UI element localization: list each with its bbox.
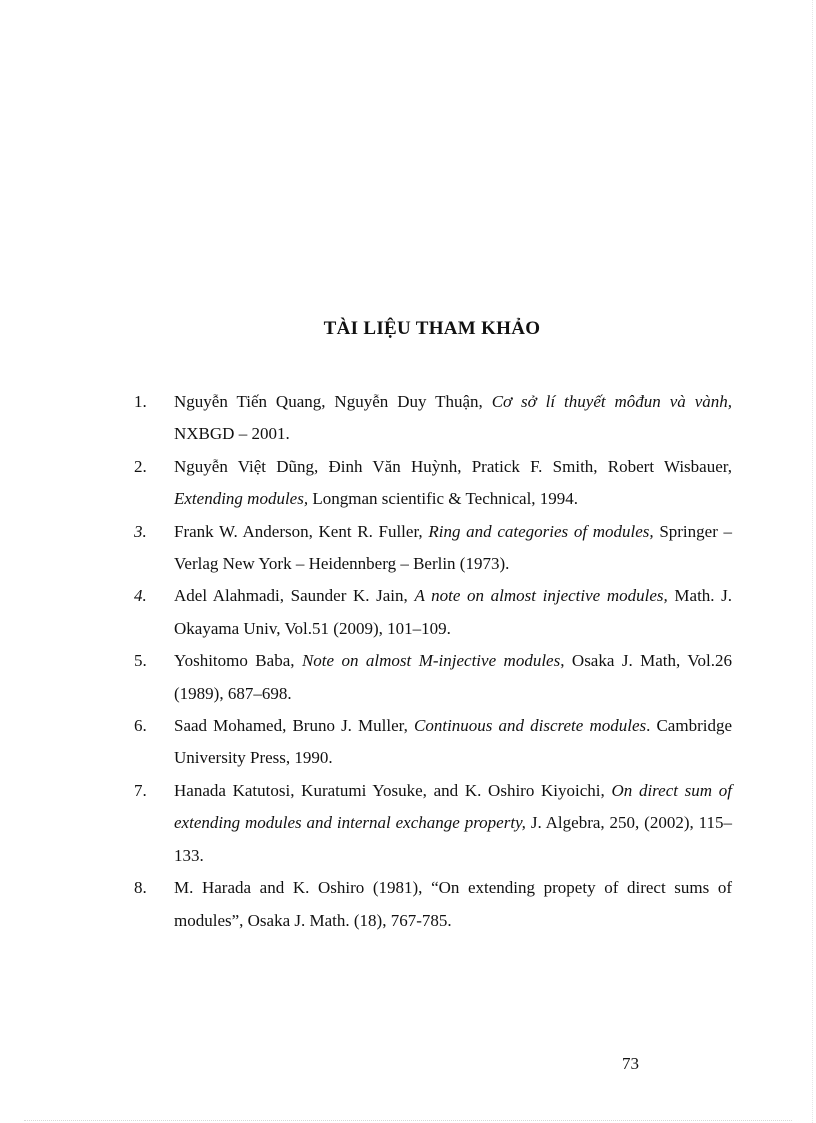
reference-publication: , Osaka J. Math, Vol.26 (1989), 687–698. [174, 651, 732, 703]
reference-text [174, 872, 732, 937]
reference-authors: Nguyễn Tiến Quang, Nguyễn Duy Thuận, [174, 392, 483, 411]
reference-title: Extending modules, [174, 489, 309, 509]
page-edge-divider [812, 0, 813, 1123]
reference-item [134, 386, 732, 451]
reference-number: 7. [134, 780, 147, 800]
reference-title: Note on almost M-injective modules [301, 651, 561, 671]
reference-publication: Longman scientific & Technical, 1994. [312, 489, 579, 509]
reference-number: 3. [134, 521, 147, 541]
reference-item [134, 451, 732, 516]
reference-text [174, 386, 732, 451]
reference-item [134, 775, 732, 872]
reference-item [134, 872, 732, 937]
reference-text [174, 580, 732, 645]
reference-authors: Hanada Katutosi, Kuratumi Yosuke, and K. Oshiro Kiyoichi, [174, 780, 605, 800]
reference-publication: “On extending propety of direct sums of modules”, Osaka J. Math. (18), 767-785. [174, 878, 733, 930]
reference-authors: Nguyễn Việt Dũng, Đinh Văn Huỳnh, Pratick F. Smith, Robert Wisbauer, [174, 456, 732, 476]
reference-authors: Adel Alahmadi, Saunder K. Jain, [174, 586, 408, 606]
reference-title: Continuous and discrete modules [414, 716, 647, 736]
reference-title: Ring and categories of modules, [428, 521, 654, 541]
reference-publication: Math. J. Okayama Univ, Vol.51 (2009), 101–109. [174, 586, 733, 638]
reference-number: 6. [134, 716, 147, 736]
reference-text [174, 645, 732, 710]
reference-text [174, 775, 732, 872]
reference-item [134, 710, 732, 775]
reference-title: Cơ sở lí thuyết môđun và vành, [491, 392, 733, 411]
reference-item [134, 516, 732, 581]
reference-number: 1. [134, 392, 147, 411]
reference-publication: NXBGD – 2001. [174, 424, 290, 444]
reference-number: 5. [134, 651, 147, 671]
reference-item [134, 580, 732, 645]
reference-publication: J. Algebra, 250, (2002), 115–133. [174, 813, 733, 865]
reference-authors: Saad Mohamed, Bruno J. Muller, [174, 716, 408, 736]
reference-item [134, 645, 732, 710]
reference-list [134, 386, 732, 937]
reference-publication: Springer – Verlag New York – Heidennberg – Berlin (1973). [174, 521, 733, 574]
reference-publication: . Cambridge University Press, 1990. [174, 716, 733, 768]
reference-number: 8. [134, 878, 147, 898]
reference-authors: Yoshitomo Baba, [174, 651, 295, 671]
reference-title: A note on almost injective modules, [414, 586, 668, 606]
reference-number: 2. [134, 456, 147, 476]
reference-title: On direct sum of extending modules and internal exchange property, [174, 780, 732, 833]
page-title: TÀI LIỆU THAM KHẢO [323, 318, 541, 339]
reference-text [174, 710, 732, 775]
reference-number: 4. [134, 586, 147, 606]
reference-authors: Frank W. Anderson, Kent R. Fuller, [174, 521, 423, 541]
reference-authors: M. Harada and K. Oshiro (1981), [174, 878, 423, 898]
reference-text [174, 451, 732, 516]
page-number: 73 [622, 1054, 639, 1073]
footer-divider [24, 1120, 792, 1121]
reference-text [174, 516, 732, 581]
